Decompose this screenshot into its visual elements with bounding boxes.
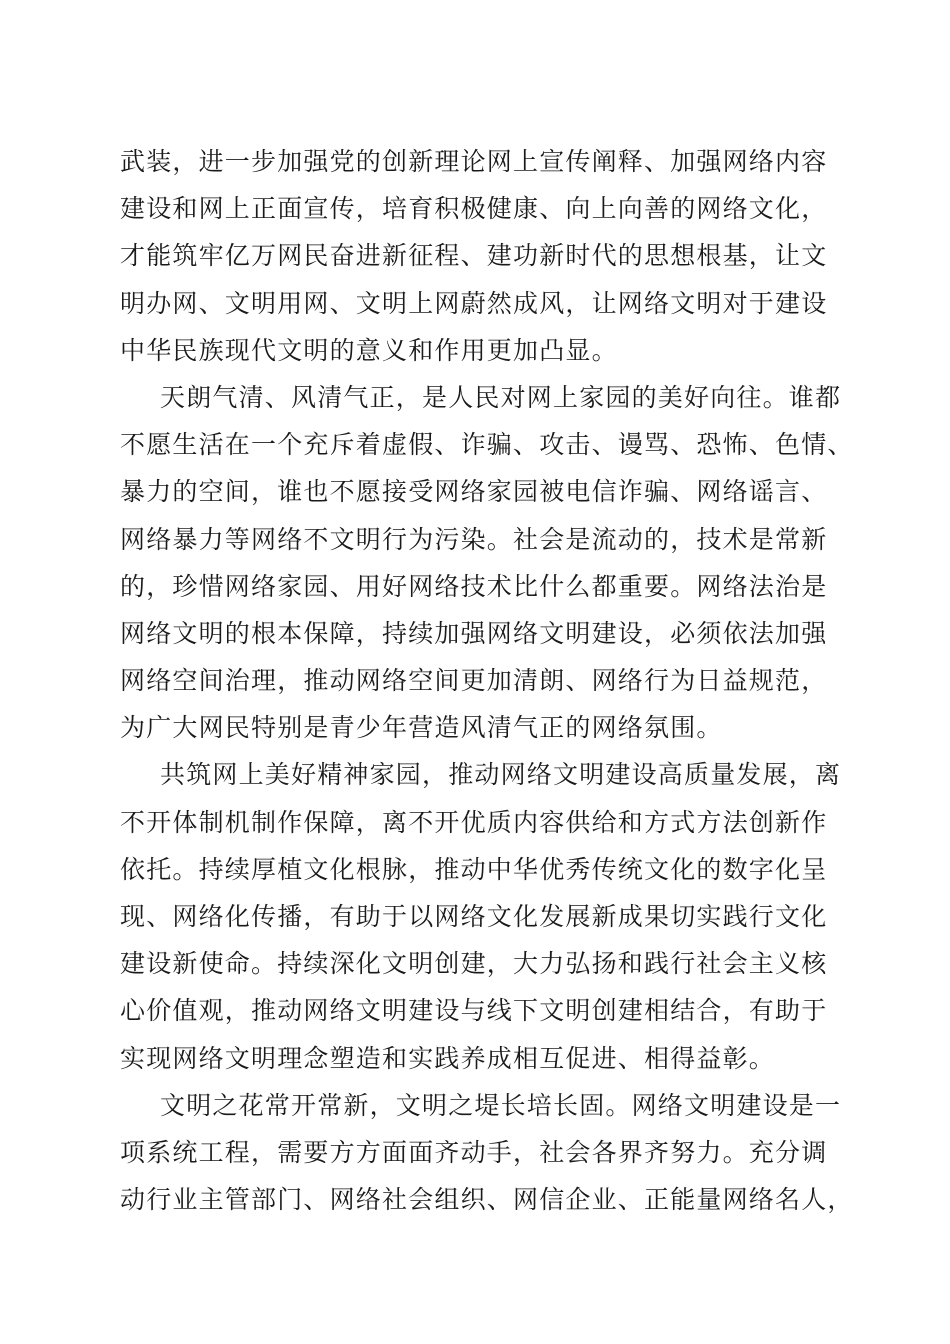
paragraph-line: 天朗气清、风清气正，是人民对网上家园的美好向往。谁都	[160, 382, 842, 412]
paragraph-line: 暴力的空间，谁也不愿接受网络家园被电信诈骗、网络谣言、	[120, 477, 828, 507]
paragraph-4	[120, 1082, 854, 1224]
paragraph-line: 网络文明的根本保障，持续加强网络文明建设，必须依法加强	[120, 618, 828, 648]
paragraph-line: 中华民族现代文明的意义和作用更加凸显。	[120, 335, 618, 365]
paragraph-line: 为广大网民特别是青少年营造风清气正的网络氛围。	[120, 713, 723, 743]
paragraph-line: 依托。持续厚植文化根脉，推动中华优秀传统文化的数字化呈	[120, 854, 828, 884]
paragraph-line: 心价值观，推动网络文明建设与线下文明创建相结合，有助于	[120, 996, 828, 1026]
document-body	[120, 138, 854, 1223]
paragraph-line: 项系统工程，需要方方面面齐动手，社会各界齐努力。充分调	[120, 1137, 828, 1167]
paragraph-line: 的，珍惜网络家园、用好网络技术比什么都重要。网络法治是	[120, 571, 828, 601]
paragraph-line: 网络暴力等网络不文明行为污染。社会是流动的，技术是常新	[120, 524, 828, 554]
paragraph-line: 不开体制机制作保障，离不开优质内容供给和方式方法创新作	[120, 807, 828, 837]
paragraph-line: 文明之花常开常新，文明之堤长培长固。网络文明建设是一	[160, 1090, 842, 1120]
paragraph-2	[120, 374, 854, 752]
paragraph-1	[120, 138, 840, 374]
paragraph-line: 实现网络文明理念塑造和实践养成相互促进、相得益彰。	[120, 1043, 776, 1073]
paragraph-line: 明办网、文明用网、文明上网蔚然成风，让网络文明对于建设	[120, 288, 828, 318]
paragraph-line: 共筑网上美好精神家园，推动网络文明建设高质量发展，离	[160, 760, 842, 790]
paragraph-line: 动行业主管部门、网络社会组织、网信企业、正能量网络名人，	[120, 1185, 854, 1215]
paragraph-3	[120, 751, 840, 1081]
paragraph-line: 武装，进一步加强党的创新理论网上宣传阐释、加强网络内容	[120, 147, 828, 176]
paragraph-line: 不愿生活在一个充斥着虚假、诈骗、攻击、谩骂、恐怖、色情、	[120, 430, 854, 460]
paragraph-line: 才能筑牢亿万网民奋进新征程、建功新时代的思想根基，让文	[120, 241, 828, 271]
paragraph-line: 建设和网上正面宣传，培育积极健康、向上向善的网络文化，	[120, 194, 828, 224]
paragraph-line: 现、网络化传播，有助于以网络文化发展新成果切实践行文化	[120, 902, 828, 931]
paragraph-line: 建设新使命。持续深化文明创建，大力弘扬和践行社会主义核	[120, 949, 828, 979]
paragraph-line: 网络空间治理，推动网络空间更加清朗、网络行为日益规范，	[120, 666, 828, 696]
